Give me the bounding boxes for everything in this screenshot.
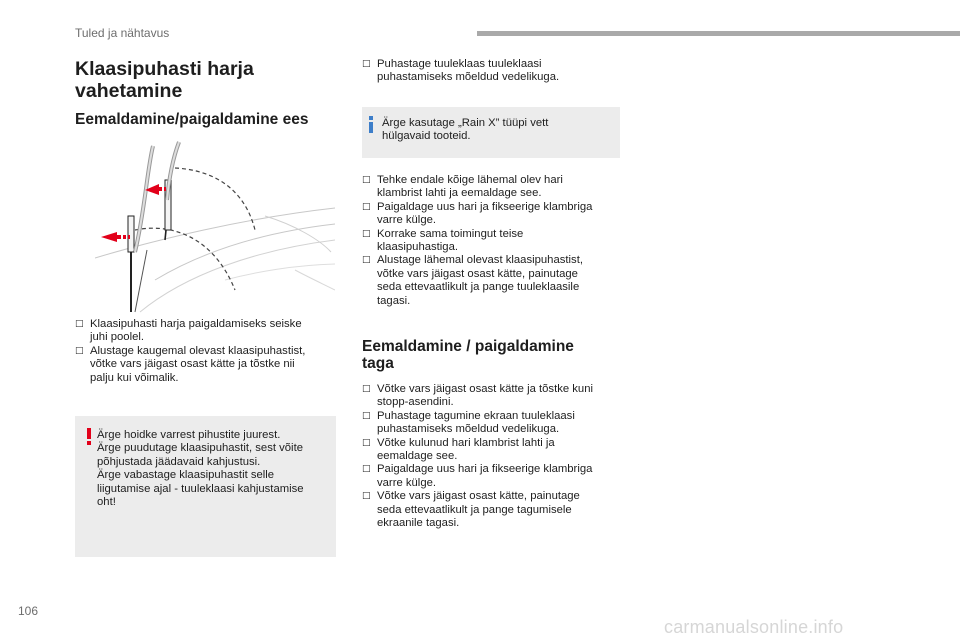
list-item-line: tagasi.: [377, 294, 411, 307]
info-text: [382, 117, 612, 144]
list-item-line: stopp-asendini.: [377, 396, 454, 409]
bullet-icon: □: [75, 345, 84, 356]
watermark: carmanualsonline.info: [664, 617, 844, 637]
info-icon: [368, 116, 374, 133]
warning-text: [97, 429, 332, 509]
list-item-line: Võtke vars jäigast osast kätte, painutage: [377, 490, 580, 503]
main-title-line: vahetamine: [75, 80, 183, 102]
list-item-line: Puhastage tagumine ekraan tuuleklaasi: [377, 409, 575, 422]
list-item-line: Puhastage tuuleklaas tuuleklaasi: [377, 58, 542, 70]
main-title-line: Klaasipuhasti harja: [75, 58, 254, 80]
list-item-line: Tehke endale kõige lähemal olev hari: [377, 174, 563, 186]
list-item-line: juhi poolel.: [90, 331, 145, 344]
bullet-icon: □: [75, 319, 84, 329]
list-item-line: võtke vars jäigast osast kätte, painutage: [377, 267, 578, 280]
rear-bullet-list: [362, 383, 632, 530]
warning-line: Ärge puudutage klaasipuhastit, sest võite: [97, 442, 303, 455]
rear-heading-line: taga: [362, 355, 394, 372]
warning-icon: [86, 428, 92, 445]
rear-section-heading: [362, 338, 622, 372]
list-item-line: eemaldage see.: [377, 450, 458, 463]
wiper-illustration: [95, 140, 335, 315]
list-item-line: klambrist lahti ja eemaldage see.: [377, 187, 542, 200]
list-item-line: Paigaldage uus hari ja fikseerige klambriga: [377, 463, 593, 476]
list-item-line: puhastamiseks mõeldud vedelikuga.: [377, 71, 560, 84]
list-item: [362, 254, 632, 308]
page-number: 106: [18, 604, 39, 618]
list-item-line: seda ettevaatlikult ja pange tuuleklaasile: [377, 281, 580, 294]
right-top-bullet-list: [362, 58, 632, 85]
warning-line: Ärge hoidke varrest pihustite juurest.: [97, 429, 281, 441]
list-item: [75, 318, 345, 345]
bullet-icon: □: [362, 491, 371, 502]
bullet-icon: □: [362, 228, 371, 239]
list-item: [75, 345, 345, 385]
list-item-line: palju kui võimalik.: [90, 371, 179, 384]
bullet-icon: □: [362, 59, 371, 69]
list-item-line: puhastamiseks mõeldud vedelikuga.: [377, 423, 560, 436]
list-item-line: Võtke kulunud hari klambrist lahti ja: [377, 436, 555, 449]
warning-line: oht!: [97, 496, 116, 509]
bullet-icon: □: [362, 201, 371, 212]
warning-line: Ärge vabastage klaasipuhastit selle: [97, 469, 275, 482]
list-item-line: ekraanile tagasi.: [377, 517, 460, 530]
list-item: [362, 228, 632, 255]
header-section-title: Tuled ja nähtavus: [75, 26, 170, 40]
warning-line: põhjustada jäädavaid kahjustusi.: [97, 455, 261, 468]
list-item: [362, 490, 632, 530]
bullet-icon: □: [362, 175, 371, 185]
list-item-line: seda ettevaatlikult ja pange tagumisele: [377, 503, 572, 516]
header-bar: [477, 31, 960, 36]
list-item: [362, 58, 632, 85]
main-title: [75, 58, 315, 102]
rear-heading-line: Eemaldamine / paigaldamine: [362, 338, 574, 355]
list-item: [362, 201, 632, 228]
info-line: Ärge kasutage „Rain X” tüüpi vett: [382, 117, 549, 129]
arrow-icon: [101, 232, 130, 242]
list-item-line: Paigaldage uus hari ja fikseerige klambriga: [377, 200, 593, 213]
front-section-heading: Eemaldamine/paigaldamine ees: [75, 111, 309, 128]
list-item: [362, 383, 632, 410]
list-item-line: Korrake sama toimingut teise: [377, 227, 524, 240]
list-item-line: varre külge.: [377, 214, 437, 227]
front-bullet-list: [75, 318, 345, 385]
bullet-icon: □: [362, 464, 371, 475]
list-item: [362, 463, 632, 490]
bullet-icon: □: [362, 437, 371, 448]
list-item: [362, 174, 632, 201]
list-item-line: Klaasipuhasti harja paigaldamiseks seiske: [90, 318, 302, 330]
warning-line: liigutamise ajal - tuuleklaasi kahjustamise: [97, 482, 304, 495]
list-item-line: varre külge.: [377, 476, 437, 489]
list-item: [362, 410, 632, 437]
list-item-line: võtke vars jäigast osast kätte ja tõstke nii: [90, 358, 295, 371]
info-line: hülgavaid tooteid.: [382, 130, 471, 143]
list-item-line: Võtke vars jäigast osast kätte ja tõstke kuni: [377, 383, 594, 395]
list-item: [362, 437, 632, 464]
list-item-line: Alustage kaugemal olevast klaasipuhastist,: [90, 344, 306, 357]
list-item-line: klaasipuhastiga.: [377, 241, 459, 254]
list-item-line: Alustage lähemal olevast klaasipuhastist,: [377, 254, 583, 267]
bullet-icon: □: [362, 410, 371, 421]
bullet-icon: □: [362, 384, 371, 394]
right-middle-bullet-list: [362, 174, 632, 308]
bullet-icon: □: [362, 255, 371, 266]
